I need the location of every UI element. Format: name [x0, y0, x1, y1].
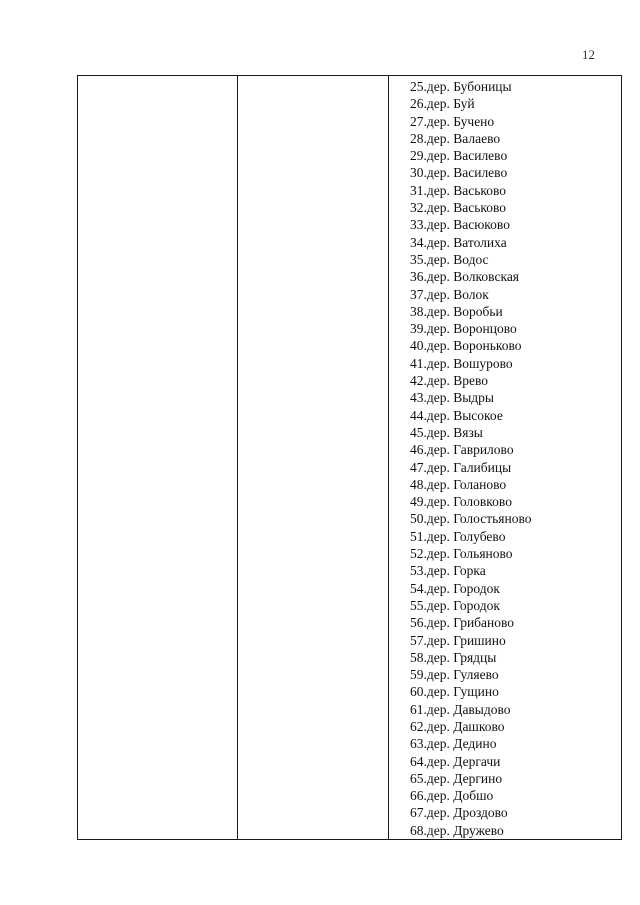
list-item: 26.дер. Буй	[410, 96, 475, 112]
list-item: 58.дер. Грядцы	[410, 649, 497, 665]
table-cell-column-1	[78, 76, 237, 839]
list-item: 38.дер. Воробьи	[410, 303, 503, 319]
document-table	[77, 75, 622, 840]
list-item: 42.дер. Врево	[410, 373, 489, 389]
list-item: 52.дер. Гольяново	[410, 546, 513, 562]
list-item: 50.дер. Голостьяново	[410, 511, 532, 527]
list-item: 47.дер. Галибицы	[410, 459, 512, 475]
list-item: 63.дер. Дедино	[410, 736, 497, 752]
list-item: 33.дер. Васюково	[410, 217, 510, 233]
list-item: 41.дер. Вошурово	[410, 355, 513, 371]
list-item: 40.дер. Вороньково	[410, 338, 522, 354]
list-item: 27.дер. Бучено	[410, 113, 495, 129]
list-item: 36.дер. Волковская	[410, 269, 520, 285]
list-item: 66.дер. Добшо	[410, 788, 494, 804]
list-item: 55.дер. Городок	[410, 597, 500, 613]
list-item: 28.дер. Валаево	[410, 130, 501, 146]
list-item: 57.дер. Гришино	[410, 632, 506, 648]
list-item: 56.дер. Грибаново	[410, 615, 515, 631]
list-item: 37.дер. Волок	[410, 286, 489, 302]
list-item: 30.дер. Василево	[410, 165, 508, 181]
list-item: 44.дер. Высокое	[410, 407, 503, 423]
list-item: 60.дер. Гущино	[410, 684, 499, 700]
list-item: 45.дер. Вязы	[410, 424, 483, 440]
list-item: 34.дер. Ватолиха	[410, 234, 507, 250]
list-item: 48.дер. Голаново	[410, 476, 507, 492]
list-item: 64.дер. Дергачи	[410, 753, 501, 769]
list-item: 49.дер. Головково	[410, 494, 512, 510]
list-item: 25.дер. Бубоницы	[410, 79, 512, 94]
list-item: 32.дер. Васьково	[410, 200, 507, 216]
list-item: 31.дер. Васьково	[410, 182, 507, 198]
list-item: 51.дер. Голубево	[410, 528, 506, 544]
list-item: 59.дер. Гуляево	[410, 667, 499, 683]
list-item: 62.дер. Дашково	[410, 718, 505, 734]
page-number: 12	[582, 47, 595, 62]
list-item: 46.дер. Гаврилово	[410, 442, 514, 458]
list-item: 35.дер. Водос	[410, 251, 489, 267]
list-item: 39.дер. Воронцово	[410, 321, 517, 337]
list-item: 53.дер. Горка	[410, 563, 486, 579]
list-item: 54.дер. Городок	[410, 580, 500, 596]
list-item: 68.дер. Дружево	[410, 822, 504, 838]
list-item: 67.дер. Дроздово	[410, 805, 508, 821]
list-item: 29.дер. Василево	[410, 148, 508, 164]
table-cell-column-2	[238, 76, 388, 839]
list-item: 61.дер. Давыдово	[410, 701, 511, 717]
table-cell-column-3	[389, 76, 621, 839]
list-item: 65.дер. Дергино	[410, 770, 503, 786]
village-list	[410, 78, 532, 839]
list-item: 43.дер. Выдры	[410, 390, 494, 406]
